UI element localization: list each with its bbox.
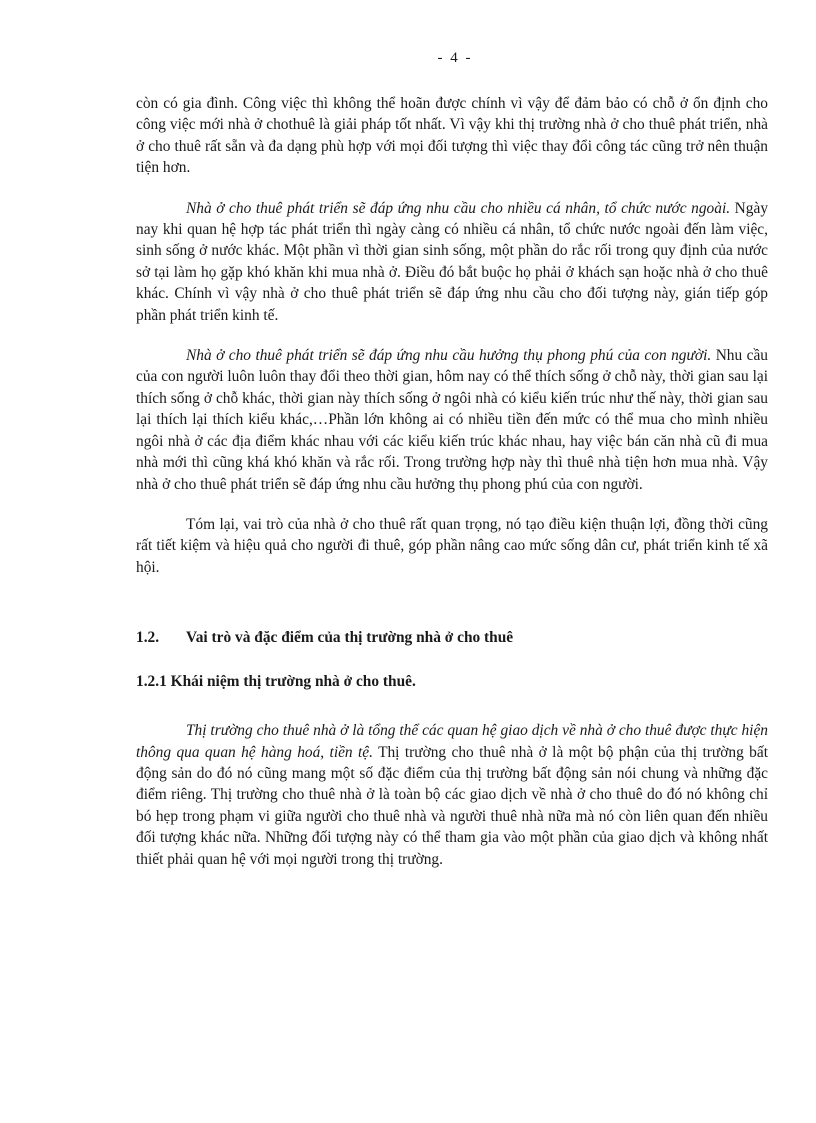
- paragraph-continuation: [136, 93, 768, 179]
- page-number: - 4 -: [437, 50, 473, 66]
- paragraph-lead: Nhà ở cho thuê phát triển sẽ đáp ứng nhu cầu cho nhiều cá nhân, tổ chức nước ngoài.: [186, 199, 731, 217]
- definition-text: Thị trường cho thuê nhà ở là một bộ phận của thị trường bất động sản do đó nó cũng mang một số đặc điểm của thị trường bất động sản nói chung và những đặc điểm riêng. Thị trường cho thuê nhà ở là toàn bộ các giao dịch về nhà ở cho thuê do đó nó không chỉ bó hẹp trong phạm vi giữa người cho thuê nhà và người thuê nhà nữa mà nó còn liên quan đến nhiều đối tượng khác nữa. Những đối tượng này có thể tham gia vào một phần của giao dịch và không nhất thiết phải quan hệ với mọi người trong thị trường.: [136, 743, 768, 868]
- paragraph-foreign-demand: [136, 198, 768, 326]
- paragraph-text: Ngày nay khi quan hệ hợp tác phát triển thì ngày càng có nhiều cá nhân, tổ chức nước ngoài đến làm việc, sinh sống ở nước khác. Một phần vì thời gian sinh sống, một phần do rắc rối trong quy định của nước sở tại làm họ gặp khó khăn khi mua nhà ở. Điều đó bắt buộc họ phải ở khách sạn hoặc nhà ở cho thuê khác. Chính vì vậy nhà ở cho thuê phát triển sẽ đáp ứng nhu cầu cho đối tượng này, gián tiếp góp phần phát triển kinh tế.: [136, 199, 769, 324]
- paragraph-lifestyle-demand: [136, 345, 768, 495]
- section-title: Vai trò và đặc điểm của thị trường nhà ở cho thuê: [186, 629, 514, 647]
- paragraph-summary: [136, 514, 768, 578]
- subsection-heading: 1.2.1 Khái niệm thị trường nhà ở cho thuê.: [136, 673, 416, 691]
- paragraph-text: còn có gia đình. Công việc thì không thể hoãn được chính vì vậy để đảm bảo có chỗ ở ổn định cho công việc mới nhà ở chothuê là giải pháp tốt nhất. Vì vậy khi thị trường nhà ở cho thuê phát triển, nhà ở cho thuê rất sẵn và đa dạng phù hợp với mọi đối tượng thì việc thay đổi công tác cũng trở nên thuận tiện hơn.: [136, 95, 768, 177]
- paragraph-lead: Nhà ở cho thuê phát triển sẽ đáp ứng nhu cầu hưởng thụ phong phú của con người.: [186, 347, 712, 365]
- paragraph-text: Nhu cầu của con người luôn luôn thay đổi theo thời gian, hôm nay có thể thích sống ở chỗ này, thời gian sau lại thích sống ở chỗ khác, thời gian này thích sống ở ngôi nhà có kiểu kiến trúc như thế này, thời gian sau lại thích lại thích kiểu khác,…Phần lớn không ai có nhiều tiền đến mức có thể mua cho mình nhiều ngôi nhà ở các địa điểm khác nhau với các kiểu kiến trúc khác nhau, hay việc bán căn nhà cũ đi mua nhà mới thì cũng khá khó khăn và rắc rối. Trong trường hợp này thì thuê nhà tiện hơn mua nhà. Vậy nhà ở cho thuê phát triển sẽ đáp ứng nhu cầu hưởng thụ phong phú của con người.: [136, 347, 769, 493]
- section-heading: [136, 627, 768, 648]
- section-number: 1.2.: [136, 629, 160, 647]
- document-page: [136, 50, 768, 870]
- paragraph-definition: [136, 720, 768, 870]
- paragraph-text: Tóm lại, vai trò của nhà ở cho thuê rất quan trọng, nó tạo điều kiện thuận lợi, đồng thời cũng rất tiết kiệm và hiệu quả cho người đi thuê, góp phần nâng cao mức sống dân cư, phát triển kinh tế xã hội.: [136, 515, 768, 576]
- definition-lead: Thị trường cho thuê nhà ở là tổng thể các quan hệ giao dịch về nhà ở cho thuê được thực hiện thông qua quan hệ hàng hoá, tiền tệ.: [136, 722, 768, 761]
